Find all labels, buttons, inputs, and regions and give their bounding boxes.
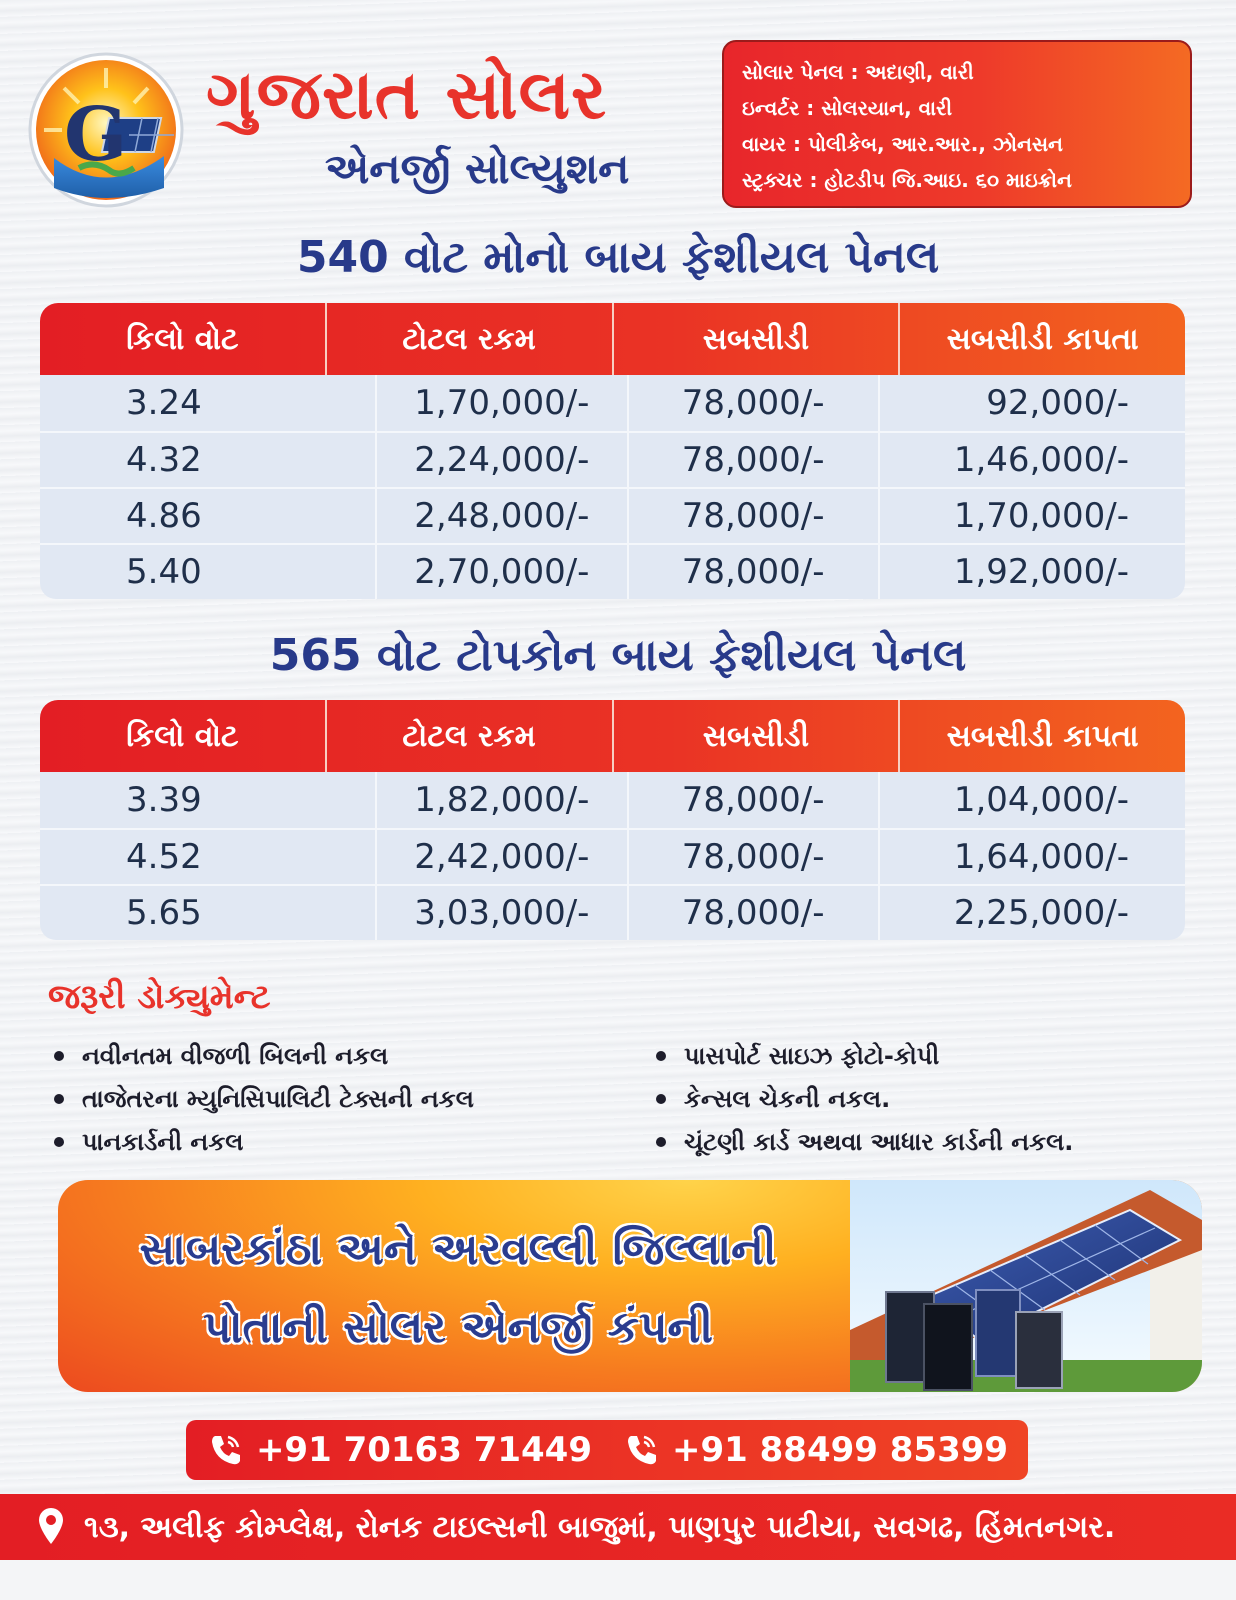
bottom-margin	[0, 1560, 1236, 1600]
cell-net: 1,70,000/-	[953, 496, 1129, 536]
brand-title: ગુજરાત સોલર	[206, 56, 608, 135]
spec-wire: વાયર : પોલીકેબ, આર.આર., ઝોનસન	[742, 132, 1063, 156]
solar-roof-image	[850, 1180, 1202, 1392]
table-row	[40, 828, 1185, 884]
phone-number-1: +91 70163 71449	[255, 1430, 592, 1470]
brand-subtitle: એનર્જી સોલ્યુશન	[325, 144, 630, 193]
cell-net: 92,000/-	[986, 383, 1129, 423]
cell-net: 1,64,000/-	[953, 837, 1129, 877]
documents-list-right	[656, 1034, 1073, 1163]
header-subsidy: સબસીડી	[614, 700, 901, 772]
cell-total: 1,70,000/-	[377, 375, 628, 431]
price-table-540	[40, 303, 1185, 599]
list-item: નવીનતમ વીજળી બિલની નકલ	[54, 1034, 474, 1077]
phone-2[interactable]	[622, 1430, 1008, 1470]
cell-kw: 4.32	[40, 433, 377, 487]
list-item: કેન્સલ ચેકની નકલ.	[656, 1077, 1073, 1120]
brand-logo-icon	[24, 48, 192, 208]
address-bar	[0, 1494, 1236, 1560]
spec-panel: સોલાર પેનલ : અદાણી, વારી	[742, 60, 974, 84]
cell-kw: 3.24	[40, 375, 377, 431]
cell-kw: 3.39	[40, 772, 377, 828]
phone-icon	[206, 1431, 244, 1469]
price-table-565	[40, 700, 1185, 940]
cell-net: 1,46,000/-	[953, 440, 1129, 480]
cell-net: 1,92,000/-	[953, 552, 1129, 592]
table-row	[40, 375, 1185, 431]
table-row	[40, 884, 1185, 940]
header-subsidy: સબસીડી	[614, 303, 901, 375]
table-header	[40, 303, 1185, 375]
cell-subsidy: 78,000/-	[629, 375, 880, 431]
header-kilowatt: કિલો વોટ	[40, 303, 327, 375]
list-item: તાજેતરના મ્યુનિસિપાલિટી ટેક્સની નકલ	[54, 1077, 474, 1120]
cell-kw: 4.86	[40, 489, 377, 543]
phone-1[interactable]	[206, 1430, 592, 1470]
cell-total: 3,03,000/-	[377, 886, 628, 940]
banner-line-2: પોતાની સોલર એનર્જી કંપની	[203, 1302, 713, 1353]
header-net: સબસીડી કાપતા	[946, 321, 1139, 357]
specs-box	[722, 40, 1192, 208]
cell-subsidy: 78,000/-	[629, 830, 880, 884]
header-net: સબસીડી કાપતા	[946, 718, 1139, 754]
list-item: પાનકાર્ડની નકલ	[54, 1120, 474, 1163]
table-row	[40, 487, 1185, 543]
spec-structure: સ્ટ્રક્ચર : હોટડીપ જિ.આઇ. ૬૦ માઇક્રોન	[742, 168, 1072, 192]
cell-subsidy: 78,000/-	[629, 489, 880, 543]
phone-number-2: +91 88499 85399	[672, 1430, 1009, 1470]
cell-kw: 4.52	[40, 830, 377, 884]
table-header	[40, 700, 1185, 772]
cell-subsidy: 78,000/-	[629, 886, 880, 940]
cell-total: 1,82,000/-	[377, 772, 628, 828]
phone-bar	[186, 1420, 1028, 1480]
section-565-title: 565 વોટ ટોપકોન બાય ફેશીયલ પેનલ	[269, 630, 967, 681]
header-total: ટોટલ રકમ	[327, 303, 614, 375]
table-row	[40, 543, 1185, 599]
table-row	[40, 431, 1185, 487]
cell-subsidy: 78,000/-	[629, 433, 880, 487]
documents-list-left	[54, 1034, 474, 1163]
cell-kw: 5.65	[40, 886, 377, 940]
cell-total: 2,70,000/-	[377, 545, 628, 599]
documents-title: જરૂરી ડોક્યુમેન્ટ	[48, 977, 271, 1017]
list-item: ચૂંટણી કાર્ડ અથવા આધાર કાર્ડની નકલ.	[656, 1120, 1073, 1163]
cell-total: 2,24,000/-	[377, 433, 628, 487]
cell-net: 1,04,000/-	[953, 780, 1129, 820]
promo-banner	[58, 1180, 1202, 1392]
location-pin-icon	[36, 1506, 66, 1548]
spec-inverter: ઇન્વર્ટર : સોલરયાન, વારી	[742, 96, 953, 120]
cell-total: 2,48,000/-	[377, 489, 628, 543]
cell-net: 2,25,000/-	[953, 893, 1129, 933]
svg-text:G: G	[64, 92, 128, 178]
address-text: ૧૩, અલીફ કોમ્પ્લેક્ષ, રોનક ટાઇલ્સની બાજુમાં, પાણપુર પાટીયા, સવગઢ, હિંમતનગર.	[84, 1509, 1116, 1545]
cell-kw: 5.40	[40, 545, 377, 599]
cell-subsidy: 78,000/-	[629, 772, 880, 828]
section-540-title: 540 વોટ મોનો બાય ફેશીયલ પેનલ	[296, 232, 940, 283]
table-row	[40, 772, 1185, 828]
banner-line-1: સાબરકાંઠા અને અરવલ્લી જિલ્લાની	[139, 1224, 777, 1275]
phone-icon	[622, 1431, 660, 1469]
list-item: પાસપોર્ટ સાઇઝ ફોટો-કોપી	[656, 1034, 1073, 1077]
header-total: ટોટલ રકમ	[327, 700, 614, 772]
cell-subsidy: 78,000/-	[629, 545, 880, 599]
header-kilowatt: કિલો વોટ	[40, 700, 327, 772]
cell-total: 2,42,000/-	[377, 830, 628, 884]
